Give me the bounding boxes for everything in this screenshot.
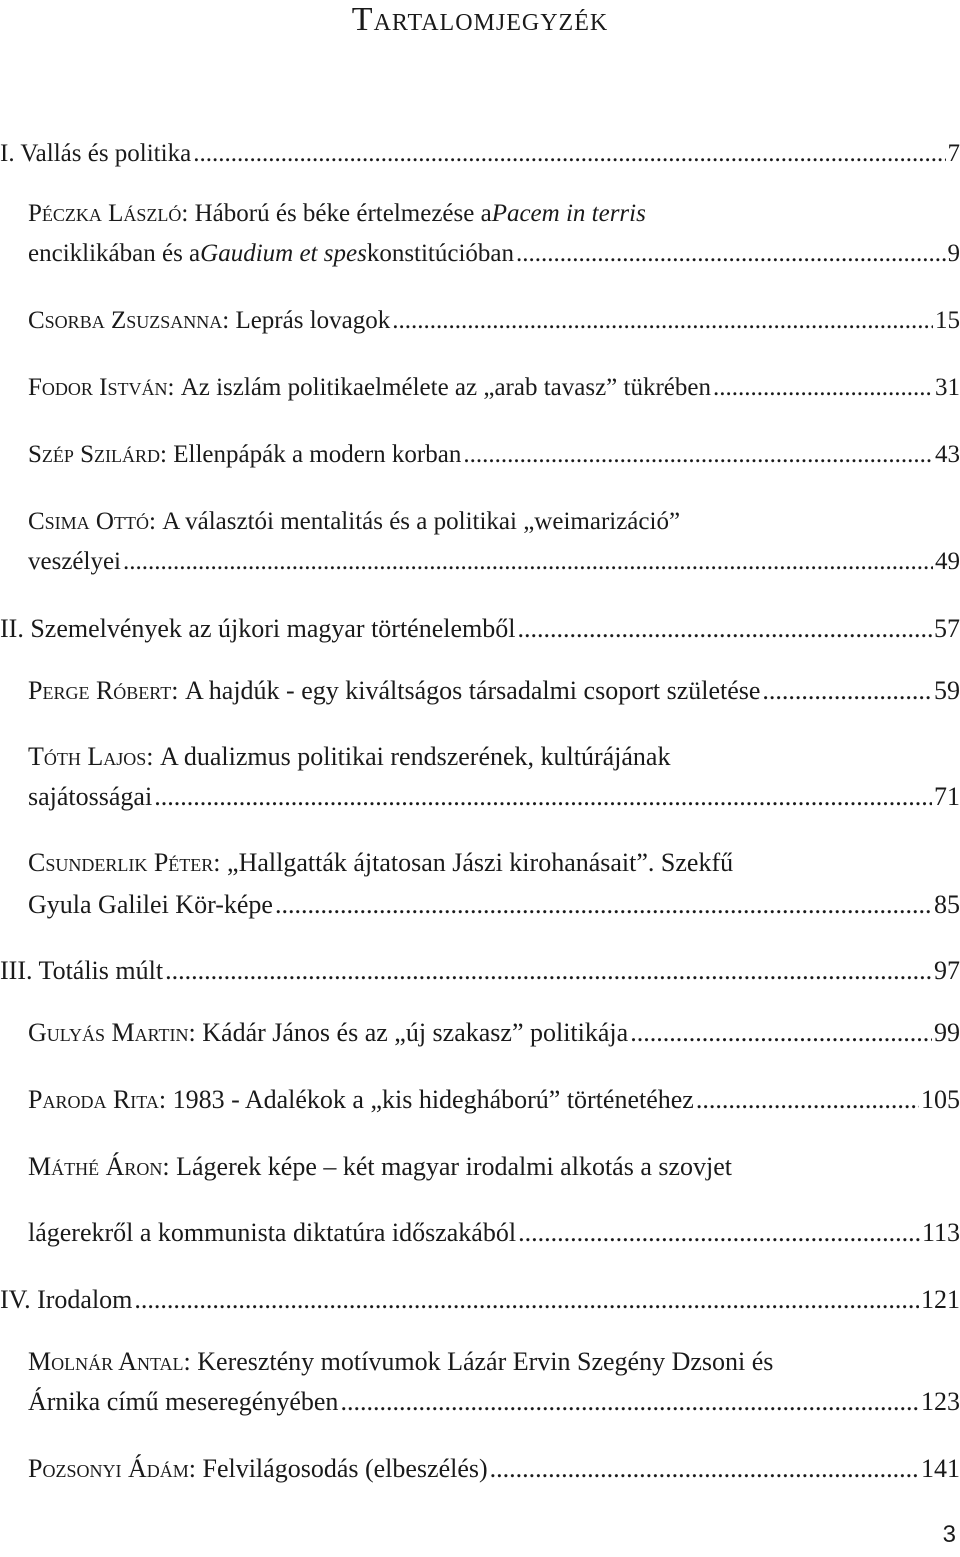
toc-entry-toth-line2[interactable] [28,777,960,817]
toc-entry-toth-line1[interactable] [28,737,960,777]
page-ref: 15 [935,307,960,334]
entry-author: Csorba Zsuzsanna [28,307,223,334]
entry-title: enciklikában és a [28,240,201,267]
author-colon: : [167,374,181,401]
toc-entry-csunderlik-line1[interactable] [28,843,960,883]
entry-author: Paroda Rita [28,1085,159,1114]
page-ref: 99 [934,1018,960,1047]
dot-leader [165,951,932,991]
page-ref: 105 [921,1085,960,1114]
page-ref: 141 [921,1454,960,1483]
toc-entry-mathe-line2[interactable] [28,1213,960,1253]
page-ref: 113 [921,1218,960,1247]
entry-title: Ellenpápák a modern korban [173,441,462,468]
entry-author: Csunderlik Péter [28,848,214,877]
author-colon: : [213,848,228,877]
entry-author: Molnár Antal [28,1347,184,1376]
dot-leader [154,777,932,817]
dot-leader [193,134,945,174]
entry-title: Kádár János és az „új szakasz” politikája [202,1018,629,1047]
entry-title: 1983 - Adalékok a „kis hidegháború” történetéhez [172,1085,694,1114]
toc-entry-molnar-line2[interactable] [28,1382,960,1422]
toc-heading: Tartalomjegyzék [351,1,609,38]
toc-entry-pozsonyi[interactable] [28,1449,960,1489]
toc-part-3[interactable] [0,951,960,991]
page-ref: 59 [934,676,960,705]
toc-entry-gulyas[interactable] [28,1013,960,1053]
page-ref: 49 [935,548,960,575]
entry-title-italic: Pacem in terris [491,200,646,227]
toc-entry-molnar-line1[interactable] [28,1342,960,1382]
entry-title: Az iszlám politikaelmélete az „arab tavasz” tükrében [180,374,711,401]
entry-title: sajátosságai [28,782,153,811]
author-colon: : [181,200,195,227]
dot-leader [762,671,932,711]
entry-title: Lágerek képe – két magyar irodalmi alkotás a szovjet [176,1152,733,1181]
page-number: 3 [942,1521,956,1548]
toc-entry-peczka-line1[interactable] [28,194,960,234]
part-title: III. Totális múlt [0,956,164,985]
dot-leader [518,1213,920,1253]
toc-entry-fodor[interactable] [28,368,960,408]
dot-leader [392,301,933,341]
author-colon: : [158,1085,173,1114]
part-title: IV. Irodalom [0,1285,133,1314]
author-colon: : [171,676,185,705]
toc-part-4[interactable] [0,1280,960,1320]
dot-leader [696,1080,919,1120]
entry-title: Gyula Galilei Kör-képe [28,890,273,919]
toc-part-2[interactable] [0,609,960,649]
entry-title: „Hallgatták ájtatosan Jászi kirohanásait”. Szekfű [227,848,734,877]
entry-title: A választói mentalitás és a politikai „weimarizáció” [162,508,681,535]
page-ref: 85 [934,890,960,919]
dot-leader [123,542,933,582]
author-colon: : [188,1454,203,1483]
entry-author: Péczka László [28,200,182,227]
part-title: I. Vallás és politika [0,140,192,167]
author-colon: : [160,441,174,468]
author-colon: : [146,742,161,771]
dot-leader [516,234,945,274]
author-colon: : [162,1152,177,1181]
entry-author: Szép Szilárd [28,441,161,468]
entry-title: konstitúcióban [366,240,515,267]
entry-title: veszélyei [28,548,122,575]
toc-entry-peczka-line2[interactable] [28,234,960,274]
part-title: II. Szemelvények az újkori magyar történelemből [0,614,516,643]
author-colon: : [148,508,163,535]
entry-author: Máthé Áron [28,1152,163,1181]
toc-part-1[interactable] [0,134,960,174]
dot-leader [134,1280,919,1320]
page-ref: 57 [934,614,960,643]
entry-author: Csima Ottó [28,508,149,535]
entry-title: Felvilágosodás (elbeszélés) [202,1454,488,1483]
page-ref: 9 [947,240,960,267]
dot-leader [630,1013,932,1053]
dot-leader [517,609,932,649]
toc-entry-szep[interactable] [28,435,960,475]
entry-title: Háború és béke értelmezése a [194,200,492,227]
author-colon: : [183,1347,198,1376]
entry-title: Leprás lovagok [235,307,391,334]
entry-author: Tóth Lajos [28,742,147,771]
entry-title: A hajdúk - egy kiváltságos társadalmi csoport születése [184,676,761,705]
dot-leader [463,435,933,475]
entry-title-italic: Gaudium et spes [200,240,367,267]
page-ref: 123 [921,1387,960,1416]
dot-leader [340,1382,919,1422]
toc-entry-csunderlik-line2[interactable] [28,885,960,925]
author-colon: : [222,307,236,334]
page-ref: 31 [935,374,960,401]
page-ref: 7 [947,140,960,167]
entry-title: Árnika című meseregényében [28,1387,339,1416]
page-ref: 97 [934,956,960,985]
page-ref: 71 [934,782,960,811]
entry-title: Keresztény motívumok Lázár Ervin Szegény Dzsoni és [197,1347,774,1376]
page-ref: 43 [935,441,960,468]
author-colon: : [188,1018,203,1047]
entry-author: Fodor István [28,374,168,401]
entry-author: Perge Róbert [28,676,172,705]
toc-entry-mathe-line1[interactable] [28,1147,960,1187]
dot-leader [713,368,933,408]
entry-author: Pozsonyi Ádám [28,1454,189,1483]
toc-entry-csima-line2[interactable] [28,542,960,582]
toc-entry-paroda[interactable] [28,1080,960,1120]
entry-author: Gulyás Martin [28,1018,189,1047]
toc-entry-csorba[interactable] [28,301,960,341]
dot-leader [275,885,932,925]
entry-title: lágerekről a kommunista diktatúra időszakából [28,1218,517,1247]
toc-entry-csima-line1[interactable] [28,502,960,542]
page-ref: 121 [921,1285,960,1314]
entry-title: A dualizmus politikai rendszerének, kultúrájának [160,742,671,771]
toc-entry-perge[interactable] [28,671,960,711]
dot-leader [490,1449,919,1489]
